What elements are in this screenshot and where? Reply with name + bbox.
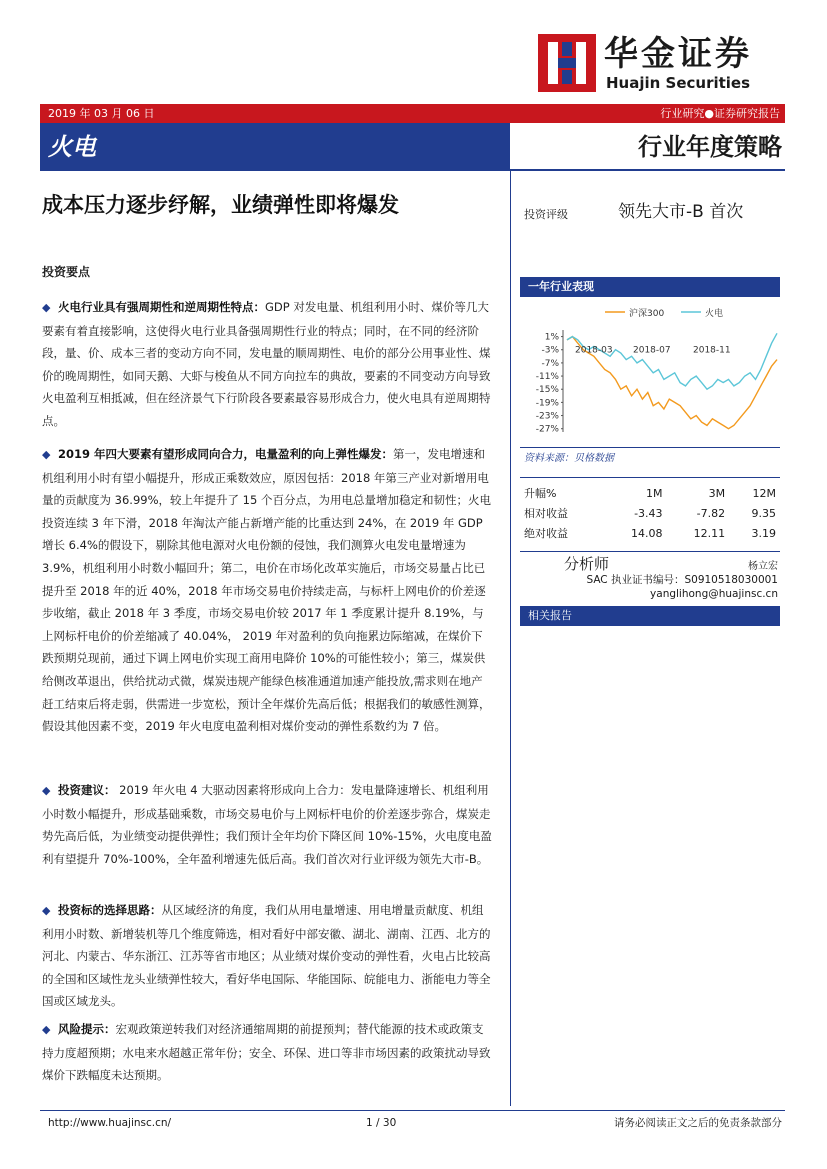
y-tick-label: -11% xyxy=(535,372,559,383)
table-row xyxy=(520,524,782,544)
brand-name-cn: 华金证券 xyxy=(604,34,752,74)
key-point-body: 从区域经济的角度，我们从用电量增速、用电增量贡献度、机组利用小时数、新增装机等几个维度筛选，相对看好中部安徽、湖北、湖南、江西、北方的河北、内蒙古、华东浙江、江苏等省市地区；从业绩对煤价变动的弹性看，火电占比较高的全国和区域性龙头业绩弹性较大，看好华电国际、华能国际、皖能电力、浙能电力等全国或区域龙头。 xyxy=(42,903,491,1009)
x-tick-label: 2018-07 xyxy=(633,345,671,356)
rating-label: 投资评级 xyxy=(524,208,568,221)
table-header-cell: 12M xyxy=(752,487,776,500)
y-tick-label: -23% xyxy=(535,411,559,422)
performance-chart-svg xyxy=(515,300,785,440)
footer-divider xyxy=(40,1110,785,1111)
diamond-bullet-icon: ◆ xyxy=(42,448,51,461)
table-header-cell: 3M xyxy=(708,487,726,500)
y-tick-label: -19% xyxy=(535,398,559,409)
diamond-bullet-icon: ◆ xyxy=(42,904,51,917)
table-cell: 相对收益 xyxy=(524,507,568,520)
diamond-bullet-icon: ◆ xyxy=(42,784,51,797)
table-header-cell: 升幅% xyxy=(524,487,557,500)
table-divider xyxy=(520,477,780,478)
report-type-title: 行业年度策略 xyxy=(638,133,782,161)
legend-label-thermal: 火电 xyxy=(705,309,724,319)
y-tick-label: -27% xyxy=(535,424,559,435)
key-point-body: 第一，发电增速和机组利用小时有望小幅提升，形成正乘数效应，原因包括：2018 年第三产业对新增用电量的贡献度为 36.99%，较上年提升了 15 个百分点，为用电总量增加稳定和韧性；火电投资连续 3 年下滑，2018 年淘汰产能占新增产能的比重达到 24%，在 2019 年 GDP 增长 6.4%的假设下，剔除其他电源对火电份额的侵蚀，我们测算火电发电量增速为 3.9%，机组利用小时数小幅回升；第二，电价在市场化改革实施后，市场交易量占比已提升至 2018 年的近 40%，2018 年市场交易电价持续走高，与标杆上网电价的价差逐步收缩，截止 2018 年 3 季度，市场交易电价较 2017 年 1 季度累计提升 8.19%，与上网标杆电价的价差缩减了 40.04%， 2019 年对盈利的负向拖累边际缩减，在煤价下跌预期兑现前，通过下调上网电价实现工商用电降价 10%的可能性较小；第三，煤炭供给侧改革退出，供给扰动式微，煤炭违规产能绿色核准通道加速产能投放,需求则在地产赶工结束后将走弱，供需进一步宽松，预计全年煤价先高后低；根据我们的敏感性测算，假设其他因素不变，2019 年火电度电盈利相对煤价变动的弹性系数约为 7 倍。 xyxy=(42,447,491,734)
key-point-heading: 2019 年四大要素有望形成同向合力，电量盈利的向上弹性爆发： xyxy=(58,447,394,461)
report-date: 2019 年 03 月 06 日 xyxy=(48,107,155,120)
y-tick-label: 1% xyxy=(544,332,559,343)
x-tick-label: 2018-03 xyxy=(575,345,613,356)
huajin-logo-icon xyxy=(538,34,596,92)
table-cell: -3.43 xyxy=(634,507,663,520)
brand-name-en: Huajin Securities xyxy=(606,74,751,92)
legend-label-hs300: 沪深300 xyxy=(629,309,665,319)
y-tick-label: -7% xyxy=(541,358,559,369)
report-category-tag: 行业研究●证券研究报告 xyxy=(660,107,780,120)
y-tick-label: -3% xyxy=(541,345,559,356)
page-number: 1 / 30 xyxy=(366,1117,397,1129)
sector-title: 火电 xyxy=(48,133,96,161)
analyst-divider xyxy=(520,551,780,552)
table-row xyxy=(520,484,782,504)
key-point-investment-advice xyxy=(42,779,494,870)
key-point-2019-factors xyxy=(42,443,494,738)
key-point-body: GDP 对发电量、机组利用小时、煤价等几大要素有着直接影响，这使得火电行业具备强周期性行业的特点；同时，在不同的经济阶段，量、价、成本三者的变动方向不同，发电量的顺周期性、电价的部分公用事业性、煤价的晚周期性，如同天鹅、大虾与梭鱼从不同方向拉车的典故，要素的不同变动方向导致火电盈利互相抵减，但在经济景气下行阶段各要素最容易形成合力，使火电具有逆周期特点。 xyxy=(42,300,491,428)
table-cell: 3.19 xyxy=(751,527,776,540)
disclaimer-note: 请务必阅读正文之后的免责条款部分 xyxy=(614,1117,782,1129)
section-title-key-points: 投资要点 xyxy=(42,265,91,279)
column-divider xyxy=(510,171,511,1106)
performance-title: 一年行业表现 xyxy=(528,280,594,293)
performance-chart xyxy=(515,300,785,440)
key-point-stock-selection xyxy=(42,899,494,1013)
table-cell: 绝对收益 xyxy=(524,527,568,540)
table-cell: 14.08 xyxy=(631,527,663,540)
key-point-heading: 风险提示： xyxy=(58,1022,116,1036)
source-divider xyxy=(520,447,780,448)
sector-banner xyxy=(40,123,510,171)
diamond-bullet-icon: ◆ xyxy=(42,301,51,314)
table-cell: -7.82 xyxy=(696,507,726,520)
brand-logo xyxy=(538,34,788,96)
performance-table xyxy=(520,484,782,544)
y-tick-label: -15% xyxy=(535,385,559,396)
key-point-heading: 火电行业具有强周期性和逆周期性特点： xyxy=(58,300,265,314)
analyst-name: 杨立宏 xyxy=(748,561,778,572)
diamond-bullet-icon: ◆ xyxy=(42,1023,51,1036)
key-point-body: 宏观政策逆转我们对经济通缩周期的前提预判；替代能源的技术或政策支持力度超预期；水电来水超越正常年份；安全、环保、进口等非市场因素的政策扰动导致煤价下跌幅度未达预期。 xyxy=(42,1022,491,1083)
footer-website-link[interactable]: http://www.huajinsc.cn/ xyxy=(48,1117,172,1129)
chart-source: 资料来源：贝格数据 xyxy=(524,453,614,464)
table-row xyxy=(520,504,782,524)
analyst-title: 分析师 xyxy=(564,555,610,573)
related-reports-title: 相关报告 xyxy=(528,609,572,622)
report-headline: 成本压力逐步纾解，业绩弹性即将爆发 xyxy=(42,193,399,217)
table-header-cell: 1M xyxy=(646,487,663,500)
table-cell: 12.11 xyxy=(693,527,726,540)
key-point-body: 2019 年火电 4 大驱动因素将形成向上合力：发电量降速增长、机组利用小时数小幅提升，形成基础乘数，市场交易电价与上网标杆电价的价差逐步弥合，煤炭走势先高后低，为业绩变动提供弹性；我们预计全年均价下降区间 10%-15%，火电度电盈利有望提升 70%-100%，全年盈利增速先低后高。我们首次对行业评级为领先大市-B。 xyxy=(42,783,492,866)
header-divider xyxy=(510,169,785,171)
key-point-heading: 投资建议： xyxy=(58,783,116,797)
table-cell: 9.35 xyxy=(751,507,776,520)
analyst-cert-number: SAC 执业证书编号：S0910518030001 xyxy=(586,574,778,586)
analyst-email: yanglihong@huajinsc.cn xyxy=(650,588,778,600)
key-point-risk-warning xyxy=(42,1018,494,1087)
x-tick-label: 2018-11 xyxy=(693,345,731,356)
key-point-cyclicality xyxy=(42,296,494,433)
rating-value: 领先大市-B 首次 xyxy=(618,202,744,222)
key-point-heading: 投资标的选择思路： xyxy=(58,903,162,917)
